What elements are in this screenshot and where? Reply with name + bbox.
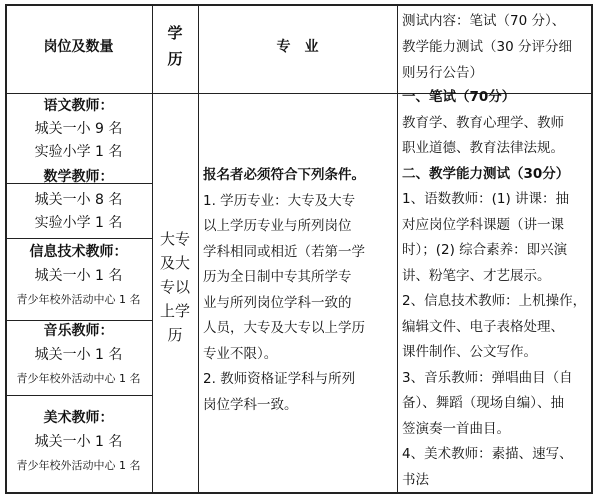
header-major (198, 36, 397, 56)
text-line: 则另行公告） (402, 65, 483, 81)
text-line: 城关一小 1 名 (34, 433, 123, 450)
text-line: 讲、粉笔字、才艺展示。 (402, 267, 551, 284)
text-line: 城关一小 8 名 (34, 192, 123, 208)
text-line: 业与所列岗位学科一致的 (203, 294, 352, 311)
text-line: 书法 (402, 471, 429, 488)
text-line: 实验小学 1 名 (34, 144, 123, 160)
text-line: 1、语数教师：(1) 讲课：抽 (402, 191, 570, 207)
education-requirement (152, 227, 198, 347)
text-line: 城关一小 9 名 (34, 121, 123, 137)
header-education (152, 20, 198, 72)
text-line: 语文教师： (43, 98, 114, 114)
header-test-content (402, 8, 592, 86)
text-line: 测试内容：笔试（70 分）、 (402, 13, 566, 29)
text-line: 1. 学历专业：大专及大专 (203, 192, 356, 209)
major-requirements (203, 163, 397, 418)
text-line: 人员，大专及大专以上学历 (203, 320, 365, 336)
text-line: 美术教师： (43, 409, 114, 426)
text-line: 城关一小 1 名 (34, 268, 123, 284)
text-line: 对应岗位学科课题（讲一课 (402, 216, 564, 233)
text-line: 历为全日制中专其所学专 (203, 269, 352, 285)
position-cell (5, 166, 152, 235)
text-line: 时）；(2) 综合素养：即兴演 (402, 242, 568, 258)
text-line: 音乐教师： (43, 322, 114, 339)
text-line: 实验小学 1 名 (34, 215, 123, 231)
text-line: 专业不限）。 (203, 345, 278, 362)
text-line: 信息技术教师： (29, 244, 128, 260)
text-line: 备）、舞蹈（现场自编）、抽 (402, 395, 564, 411)
text-line: 专以 (159, 278, 190, 296)
text-line: 课件制作、公文写作。 (402, 344, 537, 360)
row-divider (5, 395, 152, 396)
header-position (5, 36, 152, 56)
text-line: 历 (167, 326, 183, 344)
text-line: 青少年校外活动中心 1 名 (16, 458, 141, 472)
text-line: 二、教学能力测试（30分） (402, 165, 570, 182)
row-divider (5, 238, 152, 239)
text-line: 教学能力测试（30 分评分细 (402, 39, 572, 55)
position-cell (5, 319, 152, 391)
text-line: 教育学、教育心理学、教师 (402, 114, 564, 131)
position-cell (5, 406, 152, 478)
text-line: 2. 教师资格证学科与所列 (203, 371, 356, 387)
text-line: 数学教师： (43, 169, 114, 185)
text-line: 4、美术教师：素描、速写、 (402, 446, 573, 462)
text-line: 2、信息技术教师：上机操作， (402, 293, 587, 309)
text-line: 以上学历专业与所列岗位 (203, 218, 352, 234)
text-line: 青少年校外活动中心 1 名 (16, 371, 141, 385)
column-divider (397, 4, 398, 494)
text-line: 一、笔试（70分） (402, 89, 516, 105)
text-line: 学 (167, 24, 183, 42)
text-line: 大专 (159, 230, 190, 248)
text-line: 岗位学科一致。 (203, 396, 298, 413)
test-content (402, 85, 592, 493)
text-line: 上学 (159, 302, 190, 320)
text-line: 编辑文件、电子表格处理、 (402, 318, 564, 335)
text-line: 及大 (159, 254, 190, 272)
text-line: 城关一小 1 名 (34, 346, 123, 363)
header-major-text: 专 业 (276, 39, 319, 55)
text-line: 青少年校外活动中心 1 名 (16, 293, 141, 306)
text-line: 3、音乐教师：弹唱曲目（自 (402, 369, 573, 386)
header-position-text: 岗位及数量 (43, 39, 114, 55)
position-cell (5, 240, 152, 312)
text-line: 签演奏一首曲目。 (402, 420, 510, 437)
text-line: 职业道德、教育法律法规。 (402, 140, 564, 156)
column-divider (198, 4, 199, 494)
text-line: 学科相同或相近（若第一学 (203, 243, 365, 260)
position-cell (5, 95, 152, 164)
text-line: 报名者必须符合下列条件。 (203, 167, 365, 183)
text-line: 历 (167, 50, 183, 68)
